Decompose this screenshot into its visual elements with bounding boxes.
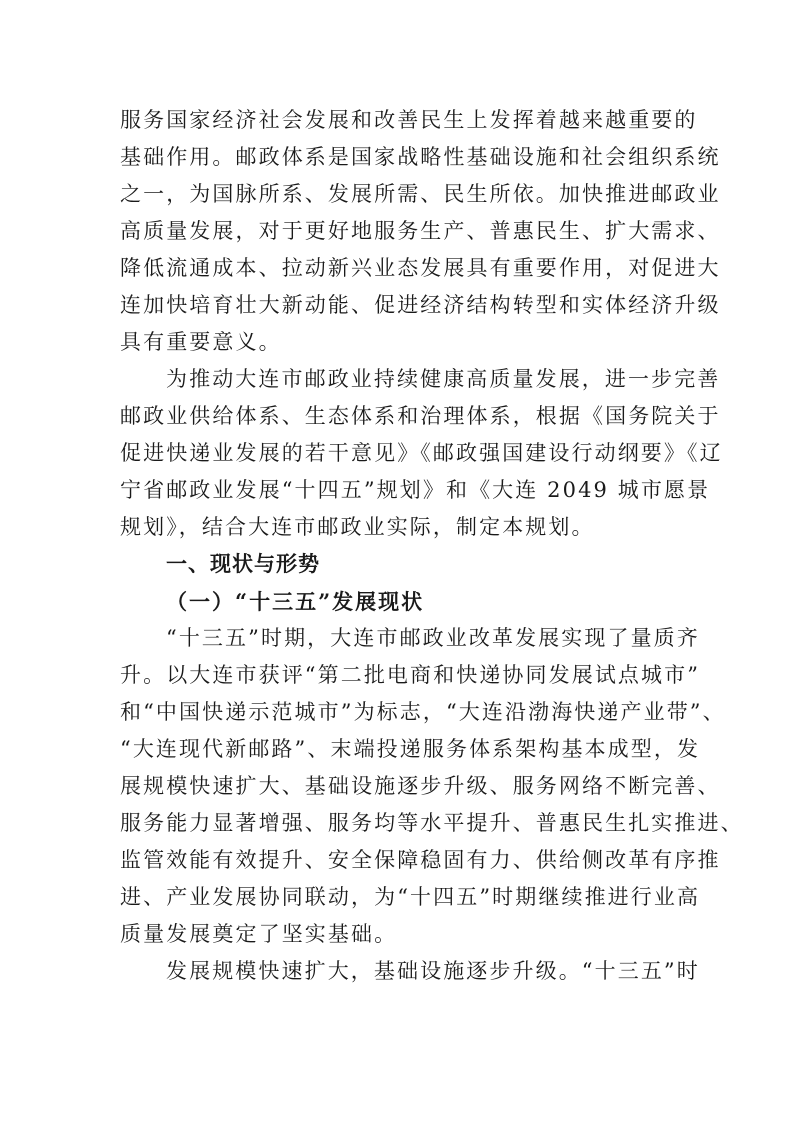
text-line: “十三五”时期，大连市邮政业改革发展实现了量质齐 — [166, 626, 700, 650]
text-line: 为推动大连市邮政业持续健康高质量发展，进一步完善 — [166, 367, 721, 391]
paragraph-scale — [120, 953, 700, 990]
text-line: 降低流通成本、拉动新兴业态发展具有重要作用，对促进大 — [120, 256, 721, 280]
text-line: 质量发展奠定了坚实基础。 — [120, 922, 398, 946]
text-line: 具有重要意义。 — [120, 330, 282, 354]
text-line: 升。以大连市获评“第二批电商和快递协同发展试点城市” — [120, 663, 701, 687]
text-line: 规划》，结合大连市邮政业实际，制定本规划。 — [120, 515, 595, 539]
text-line: 高质量发展，对于更好地服务生产、普惠民生、扩大需求、 — [120, 219, 721, 243]
text-line: 连加快培育壮大新动能、促进经济结构转型和实体经济升级 — [120, 293, 721, 317]
text-line: 监管效能有效提升、安全保障稳固有力、供给侧改革有序推 — [120, 848, 721, 872]
paragraph-status — [120, 620, 744, 953]
text-line: 促进快递业发展的若干意见》《邮政强国建设行动纲要》《辽 — [120, 441, 723, 465]
text-line: 之一，为国脉所系、发展所需、民生所依。加快推进邮政业 — [120, 182, 721, 206]
subsection-heading: （一）“十三五”发展现状 — [166, 589, 425, 614]
document-page — [120, 102, 744, 990]
text-line: 邮政业供给体系、生态体系和治理体系，根据《国务院关于 — [120, 404, 721, 428]
text-line: 服务国家经济社会发展和改善民生上发挥着越来越重要的 — [120, 108, 698, 132]
paragraph-purpose — [120, 361, 723, 546]
paragraph-intro-continued — [120, 102, 721, 361]
text-line: “大连现代新邮路”、末端投递服务体系架构基本成型，发 — [120, 737, 701, 761]
text-line: 进、产业发展协同联动，为“十四五”时期继续推进行业高 — [120, 885, 701, 909]
text-line: 宁省邮政业发展“十四五”规划》和《大连 2049 城市愿景 — [120, 478, 711, 502]
text-line: 和“中国快递示范城市”为标志，“大连沿渤海快递产业带”、 — [120, 700, 726, 724]
text-line: 服务能力显著增强、服务均等水平提升、普惠民生扎实推进、 — [120, 811, 744, 835]
text-line: 发展规模快速扩大，基础设施逐步升级。“十三五”时 — [166, 959, 700, 983]
section-heading: 一、现状与形势 — [166, 552, 320, 576]
text-line: 基础作用。邮政体系是国家战略性基础设施和社会组织系统 — [120, 145, 721, 169]
text-line: 展规模快速扩大、基础设施逐步升级、服务网络不断完善、 — [120, 774, 721, 798]
